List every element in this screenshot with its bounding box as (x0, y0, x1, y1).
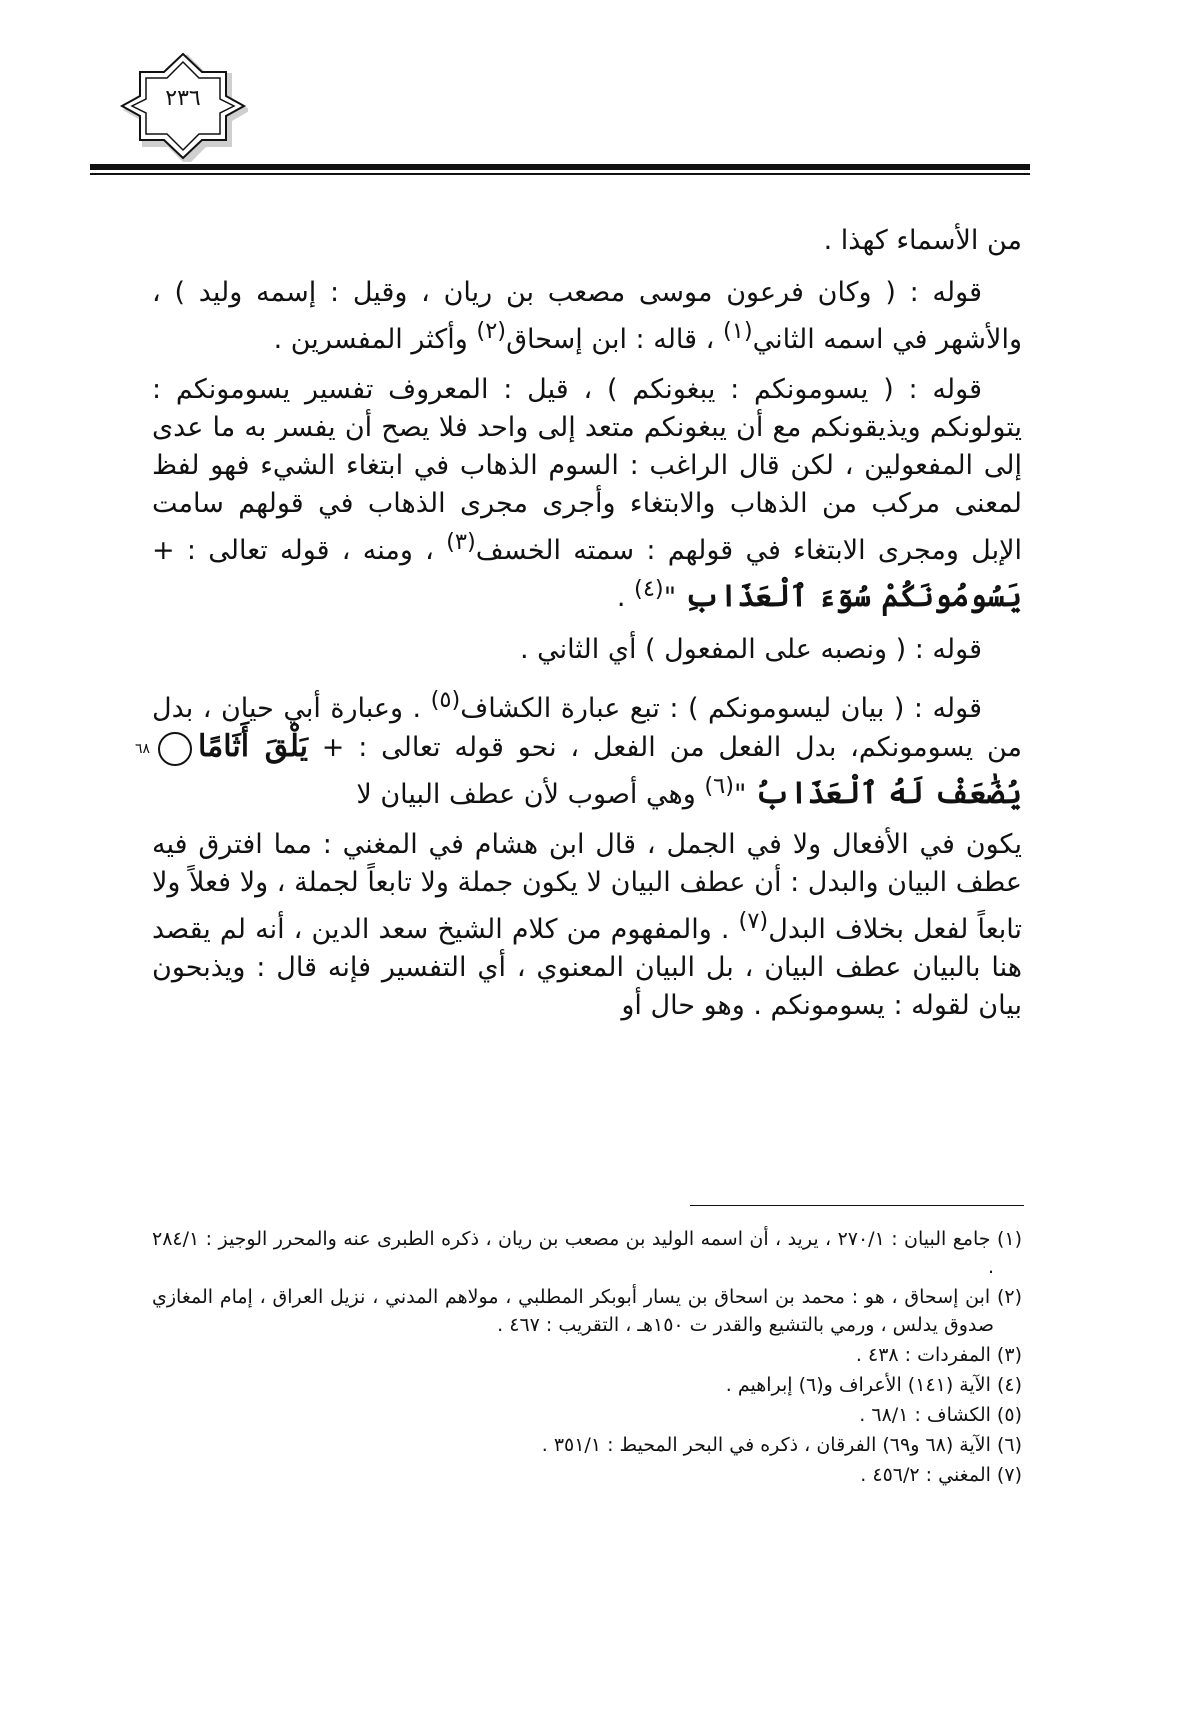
footnote-ref: (٢) (476, 318, 507, 344)
footnote-ref: (١) (722, 318, 753, 344)
text-run: " (663, 582, 685, 613)
text-run: قوله : ( يسومونكم : يبغونكم ) ، قيل : المعروف تفسير يسومونكم : يتولونكم ويذيقونكم مع أن يبغونكم متعد إلى واحد فلا يصح أن يفسر به ما عدى إلى المفعولين ، لكن قال الراغب : السوم الذهاب في ابتغاء الشيء فهو لفظ لمعنى مركب من الذهاب والابتغاء وأجرى مجرى الذهاب في قولهم سامت الإبل ومجرى الابتغاء في قولهم : سمته الخسف (152, 374, 1022, 566)
paragraph (152, 371, 1022, 617)
paragraph (152, 826, 1022, 1025)
quran-verse: يَلْقَ أَثَامًا (198, 729, 308, 764)
text-run: وهي أصوب لأن عطف البيان لا (356, 779, 705, 810)
page-number-badge (118, 50, 248, 162)
header-rule-thin (90, 173, 1030, 175)
footnote: (٢) ابن إسحاق ، هو : محمد بن اسحاق بن يسار أبوبكر المطلبي ، مولاهم المدني ، نزيل العراق ، إمام المغازي صدوق يدلس ، ورمي بالتشيع والقدر ت ١٥٠هـ ، التقريب : ٤٦٧ . (152, 1286, 1022, 1336)
footnote-ref: (٧) (738, 908, 769, 934)
footnote-ref: (٤) (634, 576, 664, 602)
text-run: ، ومنه ، قوله تعالى : + (152, 535, 447, 566)
header-rule-thick (90, 164, 1030, 170)
footnote: (٤) الآية (١٤١) الأعراف و(٦) إبراهيم . (725, 1374, 1022, 1396)
quran-verse: يُضَٰعَفْ لَهُ ٱلْعَذَابُ (755, 776, 1022, 811)
quran-verse: يَسُومُونَكُمْ سُوٓءَ ٱلْعَذَابِ (684, 579, 1022, 614)
text-run: . (616, 582, 635, 613)
text-run: قوله : ( بيان ليسومونكم ) : تبع عبارة الكشاف (460, 693, 983, 724)
footnote: (١) جامع البيان : ٢٧٠/١ ، يريد ، أن اسمه الوليد بن مصعب بن ريان ، ذكره الطبرى عنه والمحرر الوجيز : ٢٨٤/١ . (152, 1228, 1022, 1278)
text-run: " (734, 779, 756, 810)
text-run: ، قاله : ابن إسحاق (506, 324, 723, 355)
paragraph (152, 274, 1022, 359)
footnote-ref: (٥) (430, 687, 461, 713)
paragraph: من الأسماء كهذا . (823, 225, 1022, 256)
footnotes (152, 1225, 1022, 1491)
footnote-ref: (٦) (704, 773, 734, 799)
text-run: . والمفهوم من كلام الشيخ سعد الدين ، أنه لم يقصد هنا بالبيان عطف البيان ، بل البيان المعنوي ، أي التفسير فإنه قال : ويذبحون بيان لقوله : يسومونكم . وهو حال أو (152, 914, 1022, 1021)
text-run: يكون في الأفعال ولا في الجمل ، قال ابن هشام في المغني : مما افترق فيه عطف البيان والبدل : أن عطف البيان لا يكون جملة ولا تابعاً لجملة ، ولا فعلاً ولا تابعاً لفعل بخلاف البدل (152, 829, 1022, 945)
paragraph: قوله : ( ونصبه على المفعول ) أي الثاني . (519, 634, 982, 665)
text-run: وأكثر المفسرين . (273, 324, 477, 355)
footnote: (٦) الآية (٦٨ و٦٩) الفرقان ، ذكره في البحر المحيط : ٣٥١/١ . (541, 1434, 1022, 1456)
paragraph (134, 681, 1023, 814)
footnote: (٧) المغني : ٤٥٦/٢ . (860, 1464, 1022, 1486)
footnote: (٣) المفردات : ٤٣٨ . (855, 1344, 1022, 1366)
ayah-number-icon: ٦٨ (158, 732, 192, 766)
text-run: . وعبارة أبي حيان ، بدل من يسومونكم، بدل الفعل من الفعل ، نحو قوله تعالى : + (152, 693, 1023, 763)
footnote-separator (690, 1205, 1024, 1206)
text-run: قوله : ( وكان فرعون موسى مصعب بن ريان ، وقيل : إسمه وليد ) ، والأشهر في اسمه الثاني (152, 277, 1022, 355)
footnote-ref: (٣) (446, 529, 476, 555)
footnote: (٥) الكشاف : ٦٨/١ . (859, 1404, 1022, 1426)
main-text (134, 222, 1023, 1037)
page-number: ٢٣٦ (165, 86, 201, 111)
